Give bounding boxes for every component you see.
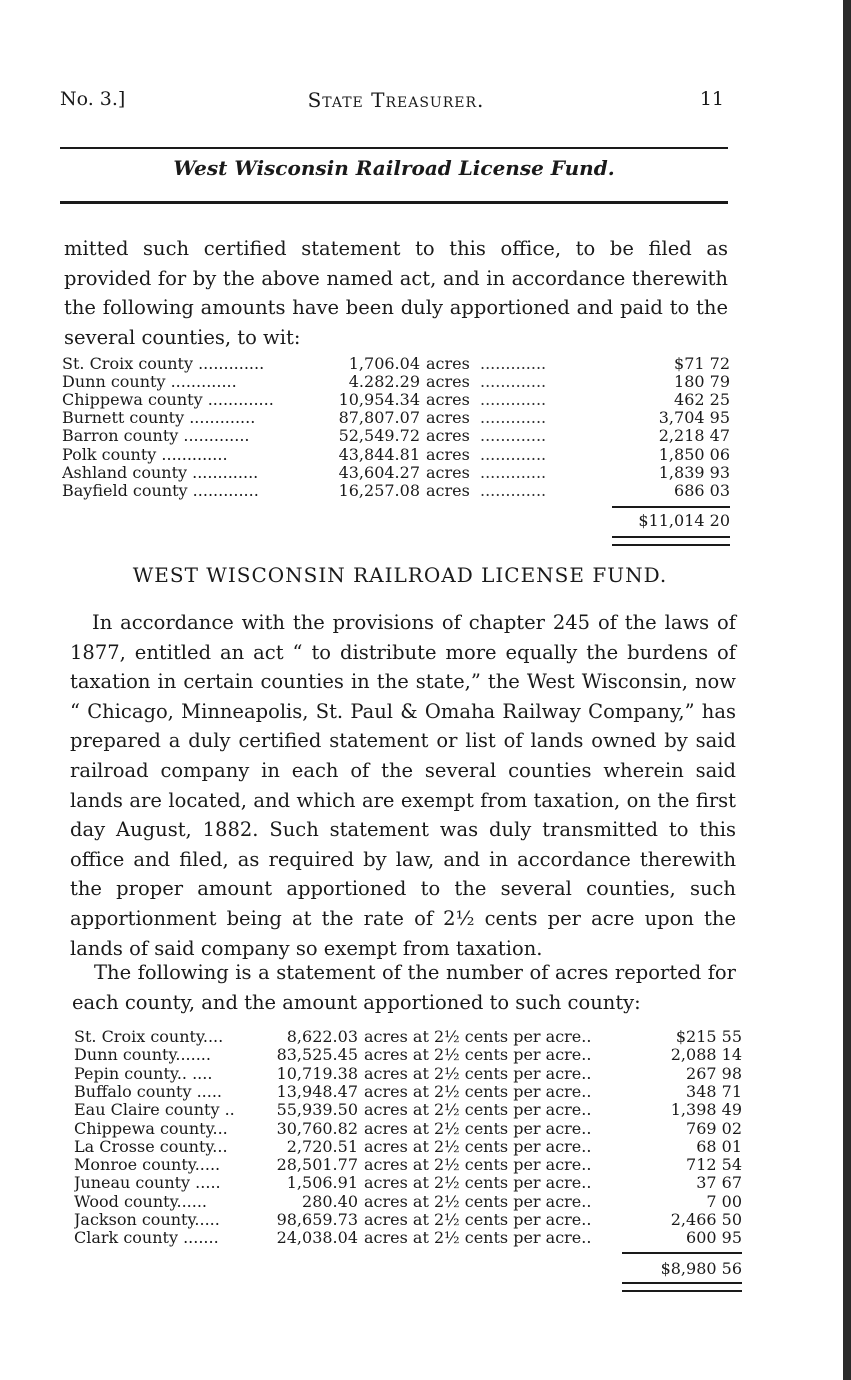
table-row: [74, 1211, 744, 1229]
amount-value: 180 79: [674, 372, 730, 392]
county-name: Dunn county.......: [74, 1046, 211, 1065]
rate-text: acres at 2½ cents per acre..: [364, 1228, 592, 1248]
rate-text: acres at 2½ cents per acre..: [364, 1173, 592, 1193]
acres-value: 52,549.72: [338, 426, 420, 446]
rate-text: acres at 2½ cents per acre..: [364, 1210, 592, 1229]
table-row: [74, 1083, 744, 1101]
unit-label: acres: [426, 390, 470, 410]
total-amount: $11,014 20: [638, 510, 730, 530]
document-number: No. 3.]: [60, 88, 126, 110]
county-name: Chippewa county .............: [62, 391, 274, 410]
page-number: 11: [699, 88, 724, 110]
county-name: Burnett county .............: [62, 409, 256, 428]
acres-value: 4.282.29: [348, 372, 420, 392]
amount-value: 37 67: [696, 1173, 742, 1193]
fund-heading: West Wisconsin Railroad License Fund.: [173, 156, 615, 180]
leader-dots: .............: [480, 444, 547, 464]
table-row: [62, 355, 732, 373]
table-row: [74, 1229, 744, 1247]
acres-value: 24,038.04: [276, 1228, 358, 1248]
rate-text: acres at 2½ cents per acre..: [364, 1081, 592, 1101]
unit-label: acres: [426, 408, 470, 428]
table-row: [74, 1028, 744, 1046]
rate-text: acres at 2½ cents per acre..: [364, 1118, 592, 1138]
amount-value: 769 02: [686, 1118, 742, 1138]
county-name: Buffalo county .....: [74, 1082, 222, 1101]
running-header: [60, 88, 732, 116]
acres-value: 280.40: [302, 1191, 358, 1211]
amount-value: 7 00: [706, 1191, 742, 1211]
rate-text: acres at 2½ cents per acre..: [364, 1136, 592, 1156]
table-row: [74, 1174, 744, 1192]
county-name: Polk county .............: [62, 445, 228, 464]
county-name: Pepin county.. ....: [74, 1064, 213, 1083]
section-title: WEST WISCONSIN RAILROAD LICENSE FUND.: [132, 563, 668, 587]
rate-text: acres at 2½ cents per acre..: [364, 1063, 592, 1083]
acres-value: 10,954.34: [338, 390, 420, 410]
acres-value: 43,844.81: [338, 444, 420, 464]
amount-value: $71 72: [674, 354, 730, 373]
unit-label: acres: [426, 480, 470, 500]
acres-value: 8,622.03: [286, 1027, 358, 1046]
amount-value: $215 55: [675, 1027, 742, 1046]
page-edge-shadow: [843, 0, 851, 1380]
header-title: State Treasurer.: [307, 88, 485, 112]
acres-value: 30,760.82: [276, 1118, 358, 1138]
acres-value: 83,525.45: [276, 1045, 358, 1065]
sum-rule: [612, 506, 730, 508]
county-name: Ashland county .............: [62, 463, 259, 482]
amount-value: 3,704 95: [658, 408, 730, 428]
table-row: [62, 446, 732, 464]
acres-value: 1,706.04: [348, 354, 420, 373]
table-row: [62, 373, 732, 391]
unit-label: acres: [426, 354, 470, 373]
acres-value: 10,719.38: [276, 1063, 358, 1083]
unit-label: acres: [426, 462, 470, 482]
acres-value: 1,506.91: [286, 1173, 358, 1193]
amount-value: 2,218 47: [658, 426, 730, 446]
acres-value: 13,948.47: [276, 1081, 358, 1101]
county-name: Barron county .............: [62, 427, 250, 446]
leader-dots: .............: [480, 390, 547, 410]
unit-label: acres: [426, 426, 470, 446]
amount-value: 2,466 50: [670, 1210, 742, 1229]
table-row: [74, 1156, 744, 1174]
table-row: [74, 1193, 744, 1211]
sum-rule: [622, 1252, 742, 1254]
table-row: [74, 1120, 744, 1138]
county-name: Eau Claire county ..: [74, 1101, 235, 1120]
county-name: Jackson county.....: [74, 1211, 220, 1229]
rate-text: acres at 2½ cents per acre..: [364, 1191, 592, 1211]
amount-value: 2,088 14: [670, 1045, 742, 1065]
county-name: Bayfield county .............: [62, 481, 259, 500]
leader-dots: .............: [480, 408, 547, 428]
acres-value: 43,604.27: [338, 462, 420, 482]
county-name: La Crosse county...: [74, 1137, 228, 1156]
statement-paragraph: The following is a statement of the number of acres reported for each county, and the amount apportioned to such county:: [72, 961, 736, 1014]
table-row: [62, 464, 732, 482]
rate-text: acres at 2½ cents per acre..: [364, 1155, 592, 1175]
county-name: Clark county .......: [74, 1229, 219, 1248]
rate-text: acres at 2½ cents per acre..: [364, 1027, 592, 1046]
acres-value: 16,257.08: [338, 480, 420, 500]
header-rule-bottom: [60, 201, 728, 204]
amount-value: 1,839 93: [658, 462, 730, 482]
unit-label: acres: [426, 372, 470, 392]
amount-value: 348 71: [686, 1081, 742, 1101]
table-row: [74, 1138, 744, 1156]
leader-dots: .............: [480, 372, 547, 392]
county-name: Dunn county .............: [62, 373, 237, 392]
county-name: St. Croix county .............: [62, 355, 265, 373]
leader-dots: .............: [480, 354, 547, 373]
county-name: Juneau county .....: [74, 1174, 221, 1193]
county-name: Chippewa county...: [74, 1119, 228, 1138]
leader-dots: .............: [480, 426, 547, 446]
amount-value: 267 98: [686, 1063, 742, 1083]
amount-value: 600 95: [686, 1228, 742, 1248]
amount-value: 1,850 06: [658, 444, 730, 464]
leader-dots: .............: [480, 480, 547, 500]
leader-dots: .............: [480, 462, 547, 482]
table-row: [62, 427, 732, 445]
rate-text: acres at 2½ cents per acre..: [364, 1045, 592, 1065]
apportionment-table-2: [74, 1028, 744, 1308]
table-row: [62, 482, 732, 500]
table-row: [74, 1101, 744, 1119]
intro-paragraph: mitted such certified statement to this office, to be filed as provided for by the above named act, and in accordance therewith the following amounts have been duly apportioned and paid to the several counties, to wit:: [64, 237, 728, 349]
rate-text: acres at 2½ cents per acre..: [364, 1100, 592, 1120]
total-amount: $8,980 56: [660, 1258, 742, 1278]
total-double-rule: [612, 536, 730, 546]
table-row: [62, 409, 732, 427]
acres-value: 87,807.07: [338, 408, 420, 428]
table-row: [74, 1065, 744, 1083]
total-double-rule: [622, 1282, 742, 1292]
unit-label: acres: [426, 444, 470, 464]
amount-value: 462 25: [674, 390, 730, 410]
acres-value: 98,659.73: [276, 1210, 358, 1229]
amount-value: 712 54: [686, 1155, 742, 1175]
table-row: [74, 1046, 744, 1064]
acres-value: 55,939.50: [276, 1100, 358, 1120]
county-name: Monroe county.....: [74, 1156, 221, 1175]
county-name: Wood county......: [74, 1192, 208, 1211]
acres-value: 2,720.51: [286, 1136, 358, 1156]
header-rule-top: [60, 147, 728, 149]
amount-value: 68 01: [696, 1136, 742, 1156]
acres-value: 28,501.77: [276, 1155, 358, 1175]
amount-value: 686 03: [674, 480, 730, 500]
amount-value: 1,398 49: [670, 1100, 742, 1120]
table-row: [62, 391, 732, 409]
county-name: St. Croix county....: [74, 1028, 224, 1046]
body-paragraph: In accordance with the provisions of chapter 245 of the laws of 1877, entitled an act “ to distribute more equally the burdens of taxation in certain counties in the state,” the West Wisconsin, now “ Chicago, Minneapolis, St. Paul & Omaha Railway Company,” has prepared a duly certified statement or list of lands owned by said railroad company in each of the several counties wherein said lands are located, and which are exempt from taxation, on the first day August, 1882. Such statement was duly transmitted to this office and filed, as required by law, and in accordance therewith the proper amount apportioned to the several counties, such apportionment being at the rate of 2½ cents per acre upon the lands of said company so exempt from taxation.: [70, 611, 736, 960]
apportionment-table-1: [62, 355, 732, 555]
